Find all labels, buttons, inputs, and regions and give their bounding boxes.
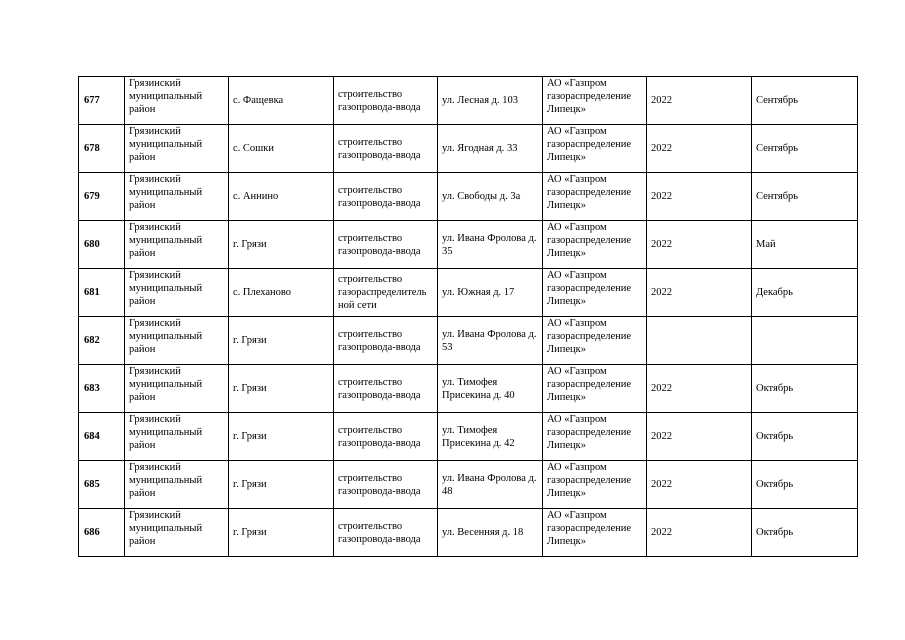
address-cell: ул. Весенняя д. 18: [438, 509, 543, 557]
table-row: [79, 125, 858, 173]
work-type-cell: строительство газопровода-ввода: [334, 77, 438, 125]
year-cell: [647, 317, 752, 365]
organization-cell: АО «Газпром газораспределение Липецк»: [543, 317, 647, 365]
month-cell: Сентябрь: [752, 173, 858, 221]
district-cell: Грязинский муниципальный район: [125, 269, 229, 317]
month-cell: Декабрь: [752, 269, 858, 317]
address-cell: ул. Ягодная д. 33: [438, 125, 543, 173]
locality-cell: с. Фащевка: [229, 77, 334, 125]
row-number: 686: [79, 509, 125, 557]
table-row: [79, 317, 858, 365]
organization-cell: АО «Газпром газораспределение Липецк»: [543, 365, 647, 413]
row-number: 685: [79, 461, 125, 509]
table-row: [79, 77, 858, 125]
address-cell: ул. Ивана Фролова д. 35: [438, 221, 543, 269]
month-cell: Октябрь: [752, 413, 858, 461]
address-cell: ул. Южная д. 17: [438, 269, 543, 317]
district-cell: Грязинский муниципальный район: [125, 77, 229, 125]
row-number: 680: [79, 221, 125, 269]
organization-cell: АО «Газпром газораспределение Липецк»: [543, 509, 647, 557]
year-cell: 2022: [647, 461, 752, 509]
table-row: [79, 461, 858, 509]
table-row: [79, 365, 858, 413]
year-cell: 2022: [647, 365, 752, 413]
work-type-cell: строительство газопровода-ввода: [334, 461, 438, 509]
row-number: 682: [79, 317, 125, 365]
address-cell: ул. Ивана Фролова д. 48: [438, 461, 543, 509]
locality-cell: г. Грязи: [229, 509, 334, 557]
month-cell: Сентябрь: [752, 125, 858, 173]
locality-cell: г. Грязи: [229, 221, 334, 269]
table-row: [79, 221, 858, 269]
address-cell: ул. Свободы д. 3а: [438, 173, 543, 221]
year-cell: 2022: [647, 173, 752, 221]
locality-cell: г. Грязи: [229, 317, 334, 365]
organization-cell: АО «Газпром газораспределение Липецк»: [543, 77, 647, 125]
locality-cell: с. Плеханово: [229, 269, 334, 317]
address-cell: ул. Лесная д. 103: [438, 77, 543, 125]
work-type-cell: строительство газораспределитель ной сети: [334, 269, 438, 317]
year-cell: 2022: [647, 221, 752, 269]
row-number: 681: [79, 269, 125, 317]
month-cell: [752, 317, 858, 365]
district-cell: Грязинский муниципальный район: [125, 125, 229, 173]
month-cell: Октябрь: [752, 509, 858, 557]
address-cell: ул. Тимофея Присекина д. 42: [438, 413, 543, 461]
district-cell: Грязинский муниципальный район: [125, 317, 229, 365]
organization-cell: АО «Газпром газораспределение Липецк»: [543, 125, 647, 173]
row-number: 679: [79, 173, 125, 221]
gas-works-table: [78, 76, 858, 557]
organization-cell: АО «Газпром газораспределение Липецк»: [543, 413, 647, 461]
row-number: 678: [79, 125, 125, 173]
table-body: [79, 77, 858, 557]
table-row: [79, 509, 858, 557]
locality-cell: г. Грязи: [229, 413, 334, 461]
year-cell: 2022: [647, 77, 752, 125]
organization-cell: АО «Газпром газораспределение Липецк»: [543, 269, 647, 317]
district-cell: Грязинский муниципальный район: [125, 173, 229, 221]
district-cell: Грязинский муниципальный район: [125, 509, 229, 557]
month-cell: Май: [752, 221, 858, 269]
locality-cell: с. Сошки: [229, 125, 334, 173]
work-type-cell: строительство газопровода-ввода: [334, 173, 438, 221]
district-cell: Грязинский муниципальный район: [125, 365, 229, 413]
district-cell: Грязинский муниципальный район: [125, 461, 229, 509]
year-cell: 2022: [647, 509, 752, 557]
district-cell: Грязинский муниципальный район: [125, 221, 229, 269]
organization-cell: АО «Газпром газораспределение Липецк»: [543, 173, 647, 221]
row-number: 684: [79, 413, 125, 461]
table-row: [79, 269, 858, 317]
row-number: 677: [79, 77, 125, 125]
address-cell: ул. Ивана Фролова д. 53: [438, 317, 543, 365]
year-cell: 2022: [647, 269, 752, 317]
district-cell: Грязинский муниципальный район: [125, 413, 229, 461]
row-number: 683: [79, 365, 125, 413]
month-cell: Октябрь: [752, 365, 858, 413]
work-type-cell: строительство газопровода-ввода: [334, 125, 438, 173]
work-type-cell: строительство газопровода-ввода: [334, 413, 438, 461]
work-type-cell: строительство газопровода-ввода: [334, 509, 438, 557]
organization-cell: АО «Газпром газораспределение Липецк»: [543, 461, 647, 509]
organization-cell: АО «Газпром газораспределение Липецк»: [543, 221, 647, 269]
work-type-cell: строительство газопровода-ввода: [334, 221, 438, 269]
year-cell: 2022: [647, 413, 752, 461]
locality-cell: с. Аннино: [229, 173, 334, 221]
locality-cell: г. Грязи: [229, 365, 334, 413]
table-row: [79, 173, 858, 221]
table-row: [79, 413, 858, 461]
year-cell: 2022: [647, 125, 752, 173]
work-type-cell: строительство газопровода-ввода: [334, 365, 438, 413]
work-type-cell: строительство газопровода-ввода: [334, 317, 438, 365]
locality-cell: г. Грязи: [229, 461, 334, 509]
month-cell: Октябрь: [752, 461, 858, 509]
address-cell: ул. Тимофея Присекина д. 40: [438, 365, 543, 413]
month-cell: Сентябрь: [752, 77, 858, 125]
